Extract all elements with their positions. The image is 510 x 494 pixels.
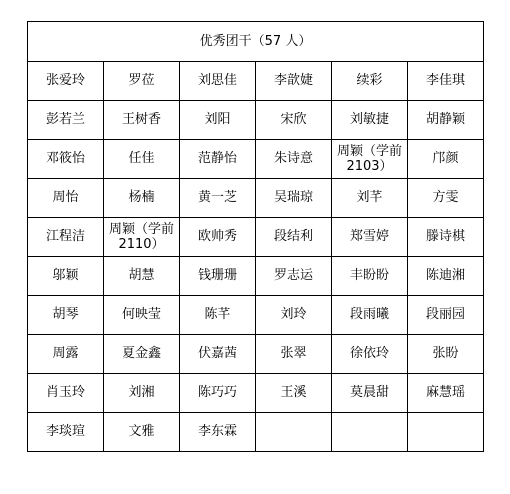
table-row — [28, 62, 484, 101]
table-title: 优秀团干（57 人） — [28, 22, 484, 62]
name-cell: 夏金鑫 — [104, 335, 180, 374]
name-cell: 刘湘 — [104, 374, 180, 413]
name-cell: 文雅 — [104, 413, 180, 452]
name-cell: 伏嘉茜 — [180, 335, 256, 374]
name-cell: 朱诗意 — [256, 140, 332, 179]
name-cell: 范静怡 — [180, 140, 256, 179]
name-cell: 肖玉玲 — [28, 374, 104, 413]
table-row — [28, 218, 484, 257]
table-row — [28, 140, 484, 179]
name-cell: 欧帅秀 — [180, 218, 256, 257]
name-cell: 丰盼盼 — [332, 257, 408, 296]
name-cell: 邬颖 — [28, 257, 104, 296]
name-cell: 吴瑞琼 — [256, 179, 332, 218]
name-cell: 宋欣 — [256, 101, 332, 140]
name-cell: 刘芊 — [332, 179, 408, 218]
name-cell: 张盼 — [408, 335, 484, 374]
name-cell: 周颖（学前 2110） — [104, 218, 180, 257]
name-cell: 张翠 — [256, 335, 332, 374]
table-row — [28, 179, 484, 218]
title-row — [28, 22, 484, 62]
name-cell: 续彩 — [332, 62, 408, 101]
name-cell: 邓筱怡 — [28, 140, 104, 179]
table-row — [28, 413, 484, 452]
table-row — [28, 101, 484, 140]
name-cell: 罗志运 — [256, 257, 332, 296]
table-row — [28, 335, 484, 374]
name-cell: 段结利 — [256, 218, 332, 257]
name-cell: 江程洁 — [28, 218, 104, 257]
name-cell: 何映莹 — [104, 296, 180, 335]
name-cell: 王溪 — [256, 374, 332, 413]
name-cell: 周颖（学前 2103） — [332, 140, 408, 179]
name-cell: 邝颜 — [408, 140, 484, 179]
table-row — [28, 257, 484, 296]
name-cell: 麻慧瑶 — [408, 374, 484, 413]
name-cell: 刘阳 — [180, 101, 256, 140]
name-cell: 胡琴 — [28, 296, 104, 335]
name-cell: 王树香 — [104, 101, 180, 140]
empty-cell — [256, 413, 332, 452]
name-cell: 郑雪婷 — [332, 218, 408, 257]
name-cell: 段雨曦 — [332, 296, 408, 335]
honor-roster-table — [27, 21, 484, 452]
empty-cell — [332, 413, 408, 452]
name-cell: 黄一芝 — [180, 179, 256, 218]
name-cell: 陈迪湘 — [408, 257, 484, 296]
name-cell: 胡静颖 — [408, 101, 484, 140]
name-cell: 周怡 — [28, 179, 104, 218]
name-cell: 罗莅 — [104, 62, 180, 101]
name-cell: 滕诗棋 — [408, 218, 484, 257]
name-cell: 李佳琪 — [408, 62, 484, 101]
name-cell: 徐依玲 — [332, 335, 408, 374]
name-cell: 莫晨甜 — [332, 374, 408, 413]
table-row — [28, 374, 484, 413]
name-cell: 钱珊珊 — [180, 257, 256, 296]
name-cell: 李琰瑄 — [28, 413, 104, 452]
name-cell: 周露 — [28, 335, 104, 374]
table-row — [28, 296, 484, 335]
name-cell: 任佳 — [104, 140, 180, 179]
name-cell: 刘敏捷 — [332, 101, 408, 140]
name-cell: 刘玲 — [256, 296, 332, 335]
name-cell: 陈芊 — [180, 296, 256, 335]
name-cell: 杨楠 — [104, 179, 180, 218]
name-cell: 方雯 — [408, 179, 484, 218]
name-cell: 张爱玲 — [28, 62, 104, 101]
name-cell: 彭若兰 — [28, 101, 104, 140]
name-cell: 刘思佳 — [180, 62, 256, 101]
name-cell: 李歆婕 — [256, 62, 332, 101]
name-cell: 李东霖 — [180, 413, 256, 452]
name-cell: 陈巧巧 — [180, 374, 256, 413]
name-cell: 段丽园 — [408, 296, 484, 335]
name-cell: 胡慧 — [104, 257, 180, 296]
empty-cell — [408, 413, 484, 452]
